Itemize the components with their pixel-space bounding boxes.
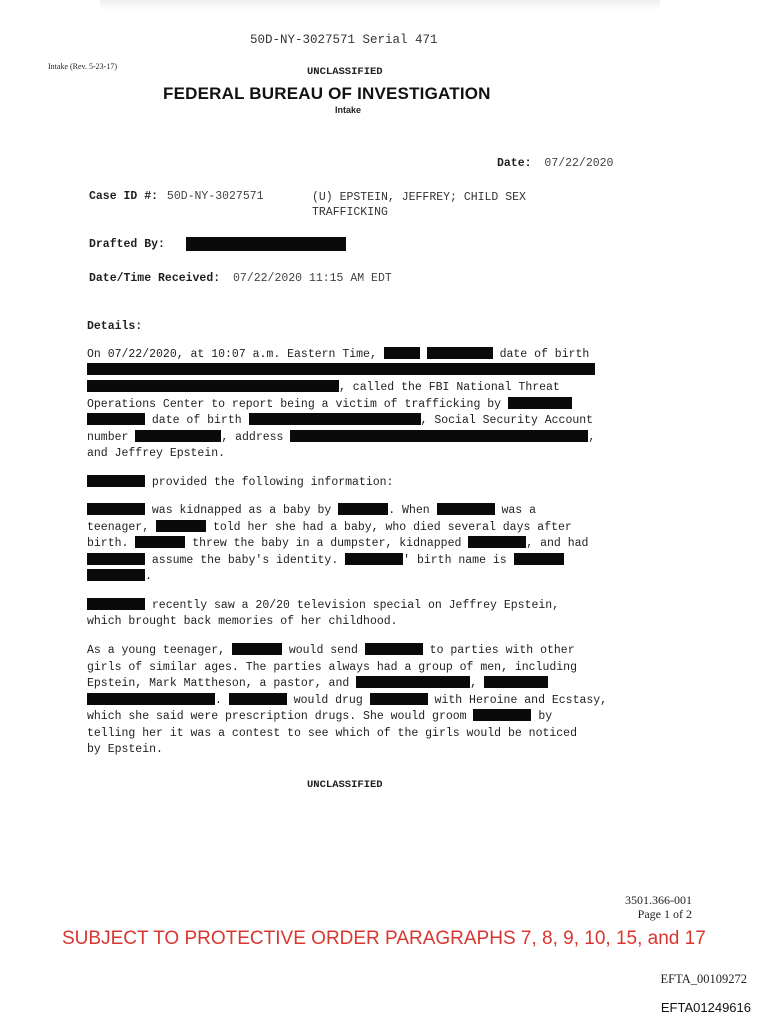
p3-text: was a xyxy=(501,504,536,517)
classification-top: UNCLASSIFIED xyxy=(307,66,383,78)
page-info xyxy=(625,893,692,921)
p3-text: birth. xyxy=(87,537,129,550)
p5-text: would send xyxy=(288,644,358,657)
date-row xyxy=(497,157,613,170)
p5-text: with Heroine and Ecstasy, xyxy=(434,694,608,707)
redaction xyxy=(508,397,572,409)
p3-text: teenager, xyxy=(87,521,150,534)
redaction xyxy=(356,676,470,688)
case-id-value: 50D-NY-3027571 xyxy=(166,190,264,203)
case-title xyxy=(312,190,526,220)
agency-title: FEDERAL BUREAU OF INVESTIGATION xyxy=(163,84,491,103)
redaction xyxy=(514,553,564,565)
p3-text: , and had xyxy=(526,537,589,550)
p3-text: assume the baby's identity. xyxy=(151,554,339,567)
received-label: Date/Time Received: xyxy=(89,272,221,285)
redaction xyxy=(365,643,423,655)
serial-number: 50D-NY-3027571 Serial 471 xyxy=(250,33,438,47)
p3-line-4 xyxy=(87,553,564,569)
redaction xyxy=(87,475,145,487)
redaction xyxy=(232,643,282,655)
redaction xyxy=(427,347,493,359)
redaction xyxy=(484,676,548,688)
redaction xyxy=(473,709,531,721)
redaction xyxy=(229,693,287,705)
redaction xyxy=(87,503,145,515)
file-number: 3501.366-001 xyxy=(625,893,692,907)
p1-text: , called the FBI National Threat xyxy=(339,381,560,394)
p5-line-5 xyxy=(87,709,552,725)
p5-text: Epstein, Mark Mattheson, a pastor, and xyxy=(87,677,350,690)
p5-line-3 xyxy=(87,676,548,692)
date-label: Date: xyxy=(497,157,532,170)
p5-line-4 xyxy=(87,693,607,709)
p5-line-1 xyxy=(87,643,575,659)
received-value: 07/22/2020 11:15 AM EDT xyxy=(233,272,392,285)
p1-text: , address xyxy=(221,431,284,444)
p2-line-1 xyxy=(87,475,393,491)
p3-line-2 xyxy=(87,520,572,536)
p1-text: date of birth xyxy=(151,414,242,427)
efta-number-1: EFTA_00109272 xyxy=(660,972,747,986)
redaction xyxy=(87,553,145,565)
p1-line-5 xyxy=(87,413,593,429)
p5-text: by xyxy=(538,710,553,723)
redaction xyxy=(468,536,526,548)
classification-bottom: UNCLASSIFIED xyxy=(307,779,383,791)
redaction xyxy=(87,380,339,392)
case-title-line-2: TRAFFICKING xyxy=(312,206,388,219)
redaction xyxy=(156,520,206,532)
redaction xyxy=(290,430,588,442)
case-id-row xyxy=(89,190,264,203)
redaction xyxy=(87,598,145,610)
p3-text: . xyxy=(145,570,152,583)
case-id-label: Case ID #: xyxy=(89,190,159,203)
p1-text: number xyxy=(87,431,129,444)
p1-line-7: and Jeffrey Epstein. xyxy=(87,447,226,460)
p4-text: recently saw a 20/20 television special on Jeffrey Epstein, xyxy=(151,599,560,612)
p2-text: provided the following information: xyxy=(151,476,394,489)
redaction xyxy=(87,569,145,581)
redaction xyxy=(338,503,388,515)
scan-edge-shadow xyxy=(100,0,660,10)
date-value: 07/22/2020 xyxy=(544,157,614,170)
document-subtitle: Intake xyxy=(335,105,362,115)
p1-line-4 xyxy=(87,397,572,413)
p3-text: threw the baby in a dumpster, kidnapped xyxy=(192,537,462,550)
p3-text: told her she had a baby, who died several days after xyxy=(212,521,572,534)
p1-text: Operations Center to report being a victim of trafficking by xyxy=(87,398,502,411)
p5-text: which she said were prescription drugs. She would groom xyxy=(87,710,467,723)
redaction xyxy=(345,553,403,565)
p3-line-5 xyxy=(87,569,152,585)
p1-text: , xyxy=(588,431,596,444)
redaction xyxy=(87,413,145,425)
redaction-drafted-by xyxy=(186,237,346,251)
drafted-by-label: Drafted By: xyxy=(89,238,165,251)
p3-text: was kidnapped as a baby by xyxy=(151,504,332,517)
efta-number-2: EFTA01249616 xyxy=(660,1000,751,1015)
p4-line-1 xyxy=(87,598,559,614)
p5-line-6: telling her it was a contest to see which of the girls would be noticed xyxy=(87,727,577,740)
redaction xyxy=(370,693,428,705)
case-title-line-1: (U) EPSTEIN, JEFFREY; CHILD SEX xyxy=(312,191,526,204)
form-revision: Intake (Rev. 5-23-17) xyxy=(48,62,118,71)
p1-text: On 07/22/2020, at 10:07 a.m. Eastern Time, xyxy=(87,348,377,361)
redaction xyxy=(135,536,185,548)
p1-line-1 xyxy=(87,347,589,363)
p1-text: , Social Security Account xyxy=(420,414,594,427)
p3-text: ' birth name is xyxy=(403,554,507,567)
p1-line-2 xyxy=(87,363,595,379)
redaction xyxy=(87,693,215,705)
p5-text: would drug xyxy=(293,694,363,707)
redaction xyxy=(135,430,221,442)
p5-text: , xyxy=(470,677,478,690)
redaction xyxy=(384,347,420,359)
p1-line-6 xyxy=(87,430,595,446)
protective-order-stamp: SUBJECT TO PROTECTIVE ORDER PARAGRAPHS 7, 8, 9, 10, 15, and 17 xyxy=(62,928,706,949)
p3-text: . When xyxy=(388,504,430,517)
p5-line-2: girls of similar ages. The parties always had a group of men, including xyxy=(87,661,577,674)
p5-text: to parties with other xyxy=(429,644,575,657)
redaction xyxy=(249,413,421,425)
p1-text: date of birth xyxy=(499,348,590,361)
p5-text: As a young teenager, xyxy=(87,644,226,657)
p4-line-2: which brought back memories of her childhood. xyxy=(87,615,398,628)
p5-text: . xyxy=(215,694,222,707)
p5-line-7: by Epstein. xyxy=(87,743,163,756)
redaction xyxy=(437,503,495,515)
page-number: Page 1 of 2 xyxy=(637,907,692,921)
details-label: Details: xyxy=(87,320,143,333)
p3-line-3 xyxy=(87,536,588,552)
received-row xyxy=(89,272,392,285)
p1-line-3 xyxy=(87,380,560,396)
redaction xyxy=(87,363,595,375)
p3-line-1 xyxy=(87,503,536,519)
